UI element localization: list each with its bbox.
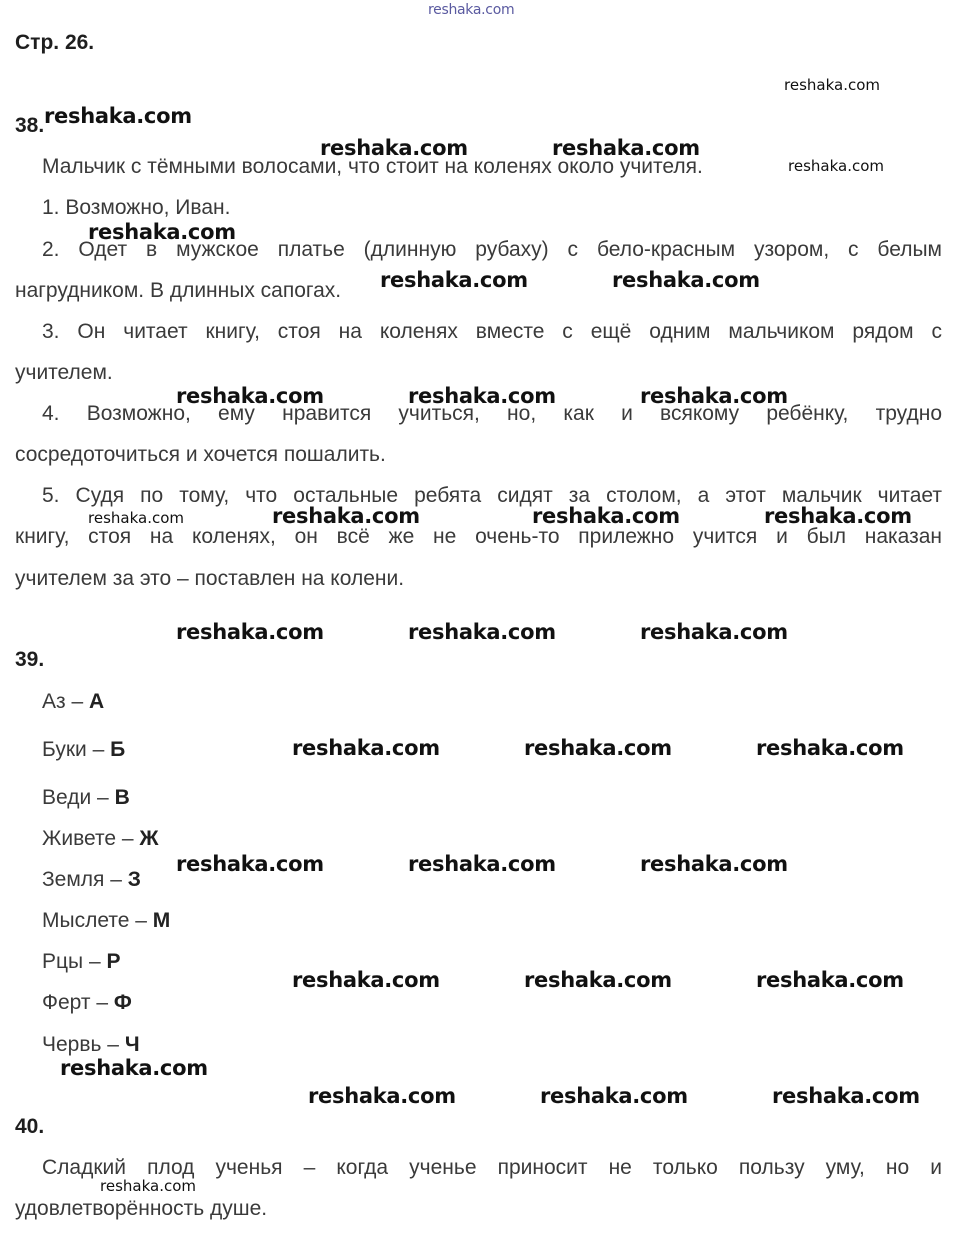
watermark: reshaka.com [756,736,904,760]
watermark: reshaka.com [640,384,788,408]
watermark: reshaka.com [540,1084,688,1108]
task-38-intro: Мальчик с тёмными волосами, что стоит на коленях около учителя. [42,155,703,178]
watermark: reshaka.com [532,504,680,528]
watermark: reshaka.com [176,620,324,644]
watermark: reshaka.com [408,852,556,876]
letter-row-vedi: Веди – В [42,786,130,809]
letter-row-cherv: Червь – Ч [42,1033,140,1056]
watermark: reshaka.com [640,852,788,876]
task-38-item-5-line-2: книгу, стоя на коленях, он всё же не очень-то прилежно учится и был наказан [15,525,942,548]
watermark: reshaka.com [772,1084,920,1108]
task-40-line-1: Сладкий плод ученья – когда ученье приносит не только пользу уму, но и [42,1156,942,1179]
watermark: reshaka.com [272,504,420,528]
letter-row-fert: Ферт – Ф [42,991,132,1014]
task-38-item-3-line-1: 3. Он читает книгу, стоя на коленях вместе с ещё одним мальчиком рядом с [42,320,942,343]
letter-row-az: Аз – А [42,690,105,713]
letter-row-rtsy: Рцы – Р [42,950,121,973]
watermark: reshaka.com [88,220,236,244]
header-watermark: reshaka.com [428,2,515,18]
task-38-item-4-line-2: сосредоточиться и хочется пошалить. [15,443,386,466]
watermark: reshaka.com [176,384,324,408]
watermark: reshaka.com [552,136,700,160]
watermark: reshaka.com [292,968,440,992]
task-40-number: 40. [15,1115,45,1138]
watermark: reshaka.com [292,736,440,760]
letter-row-myslete: Мыслете – М [42,909,171,932]
watermark: reshaka.com [612,268,760,292]
task-38-item-2-line-1: 2. Одет в мужское платье (длинную рубаху) с бело-красным узором, с белым [42,238,942,261]
watermark: reshaka.com [756,968,904,992]
watermark: reshaka.com [524,968,672,992]
letter-row-zemlya: Земля – З [42,868,141,891]
letter-row-buki: Буки – Б [42,738,126,761]
letter-row-zhivete: Живете – Ж [42,827,159,850]
watermark: reshaka.com [524,736,672,760]
watermark: reshaka.com [100,1177,196,1195]
task-38-item-3-line-2: учителем. [15,361,113,384]
watermark: reshaka.com [176,852,324,876]
watermark: reshaka.com [788,157,884,175]
task-38-item-5-line-1: 5. Судя по тому, что остальные ребята сидят за столом, а этот мальчик читает [42,484,942,507]
watermark: reshaka.com [88,509,184,527]
watermark: reshaka.com [784,76,880,94]
task-38-item-1: 1. Возможно, Иван. [42,196,231,219]
task-40-line-2: удовлетворённость душе. [15,1197,268,1220]
task-38-item-2-line-2: нагрудником. В длинных сапогах. [15,279,342,302]
task-38-item-5-line-3: учителем за это – поставлен на колени. [15,567,405,590]
watermark: reshaka.com [60,1056,208,1080]
watermark: reshaka.com [764,504,912,528]
page-title: Стр. 26. [15,31,95,54]
watermark: reshaka.com [640,620,788,644]
task-38-number: 38. [15,114,45,137]
task-38-item-4-line-1: 4. Возможно, ему нравится учиться, но, как и всякому ребёнку, трудно [42,402,942,425]
watermark: reshaka.com [408,620,556,644]
task-39-number: 39. [15,648,45,671]
watermark: reshaka.com [380,268,528,292]
watermark: reshaka.com [408,384,556,408]
watermark: reshaka.com [320,136,468,160]
watermark: reshaka.com [308,1084,456,1108]
watermark: reshaka.com [44,104,192,128]
